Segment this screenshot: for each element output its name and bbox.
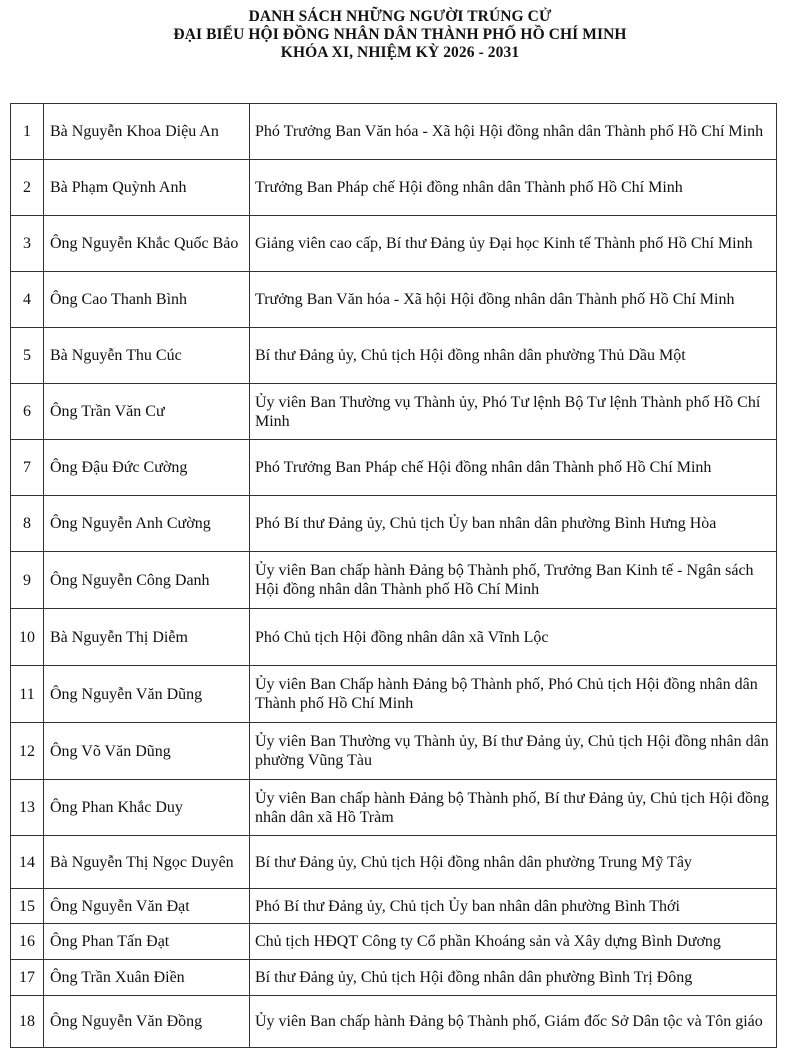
delegate-position: Phó Chủ tịch Hội đồng nhân dân xã Vĩnh Lộc <box>250 609 777 666</box>
table-row <box>11 440 777 496</box>
delegate-position: Ủy viên Ban chấp hành Đảng bộ Thành phố, Bí thư Đảng ủy, Chủ tịch Hội đồng nhân dân xã Hồ Tràm <box>250 780 777 836</box>
delegate-name: Ông Trần Văn Cư <box>44 384 250 440</box>
delegate-name: Ông Đậu Đức Cường <box>44 440 250 496</box>
table-row <box>11 609 777 666</box>
delegate-position: Phó Trưởng Ban Pháp chế Hội đồng nhân dân Thành phố Hồ Chí Minh <box>250 440 777 496</box>
table-row <box>11 328 777 384</box>
table-row <box>11 924 777 960</box>
delegate-name: Ông Nguyễn Văn Đạt <box>44 889 250 924</box>
row-number: 11 <box>11 666 44 723</box>
row-number: 9 <box>11 552 44 609</box>
delegate-name: Ông Nguyễn Văn Đồng <box>44 996 250 1048</box>
delegates-table <box>10 103 777 1048</box>
row-number: 4 <box>11 272 44 328</box>
delegate-name: Bà Phạm Quỳnh Anh <box>44 160 250 216</box>
table-row <box>11 666 777 723</box>
row-number: 18 <box>11 996 44 1048</box>
row-number: 6 <box>11 384 44 440</box>
document-title: DANH SÁCH NHỮNG NGƯỜI TRÚNG CỬ <box>248 8 552 25</box>
delegate-position: Ủy viên Ban Thường vụ Thành ủy, Phó Tư lệnh Bộ Tư lệnh Thành phố Hồ Chí Minh <box>250 384 777 440</box>
delegate-name: Bà Nguyễn Thu Cúc <box>44 328 250 384</box>
document-header <box>0 8 800 62</box>
row-number: 12 <box>11 723 44 780</box>
table-row <box>11 104 777 160</box>
delegate-name: Ông Trần Xuân Điền <box>44 960 250 996</box>
delegate-position: Ủy viên Ban chấp hành Đảng bộ Thành phố, Giám đốc Sở Dân tộc và Tôn giáo <box>250 996 777 1048</box>
row-number: 7 <box>11 440 44 496</box>
delegate-position: Chủ tịch HĐQT Công ty Cổ phần Khoáng sản và Xây dựng Bình Dương <box>250 924 777 960</box>
row-number: 2 <box>11 160 44 216</box>
delegate-name: Ông Phan Tấn Đạt <box>44 924 250 960</box>
delegates-table-body <box>11 104 777 1048</box>
row-number: 15 <box>11 889 44 924</box>
table-row <box>11 723 777 780</box>
delegate-name: Ông Nguyễn Anh Cường <box>44 496 250 552</box>
delegate-name: Ông Nguyễn Văn Dũng <box>44 666 250 723</box>
delegate-name: Ông Nguyễn Khắc Quốc Bảo <box>44 216 250 272</box>
delegate-name: Ông Phan Khắc Duy <box>44 780 250 836</box>
row-number: 10 <box>11 609 44 666</box>
document-term: KHÓA XI, NHIỆM KỲ 2026 - 2031 <box>280 44 520 61</box>
row-number: 3 <box>11 216 44 272</box>
delegate-position: Ủy viên Ban chấp hành Đảng bộ Thành phố, Trưởng Ban Kinh tế - Ngân sách Hội đồng nhân dân Thành phố Hồ Chí Minh <box>250 552 777 609</box>
row-number: 1 <box>11 104 44 160</box>
table-row <box>11 272 777 328</box>
document-subtitle: ĐẠI BIỂU HỘI ĐỒNG NHÂN DÂN THÀNH PHỐ HỒ CHÍ MINH <box>173 26 627 43</box>
delegate-position: Giảng viên cao cấp, Bí thư Đảng ủy Đại học Kinh tế Thành phố Hồ Chí Minh <box>250 216 777 272</box>
delegate-position: Trưởng Ban Văn hóa - Xã hội Hội đồng nhân dân Thành phố Hồ Chí Minh <box>250 272 777 328</box>
delegate-position: Bí thư Đảng ủy, Chủ tịch Hội đồng nhân dân phường Thủ Dầu Một <box>250 328 777 384</box>
row-number: 16 <box>11 924 44 960</box>
delegate-name: Ông Võ Văn Dũng <box>44 723 250 780</box>
table-row <box>11 836 777 889</box>
delegate-position: Bí thư Đảng ủy, Chủ tịch Hội đồng nhân dân phường Trung Mỹ Tây <box>250 836 777 889</box>
delegate-position: Ủy viên Ban Thường vụ Thành ủy, Bí thư Đảng ủy, Chủ tịch Hội đồng nhân dân phường Vũng Tàu <box>250 723 777 780</box>
table-row <box>11 996 777 1048</box>
row-number: 13 <box>11 780 44 836</box>
delegate-name: Ông Nguyễn Công Danh <box>44 552 250 609</box>
row-number: 8 <box>11 496 44 552</box>
table-row <box>11 160 777 216</box>
delegate-position: Phó Bí thư Đảng ủy, Chủ tịch Ủy ban nhân dân phường Bình Hưng Hòa <box>250 496 777 552</box>
delegate-name: Bà Nguyễn Thị Ngọc Duyên <box>44 836 250 889</box>
table-row <box>11 960 777 996</box>
table-row <box>11 496 777 552</box>
delegate-name: Bà Nguyễn Thị Diễm <box>44 609 250 666</box>
delegate-position: Trưởng Ban Pháp chế Hội đồng nhân dân Thành phố Hồ Chí Minh <box>250 160 777 216</box>
table-row <box>11 889 777 924</box>
row-number: 14 <box>11 836 44 889</box>
delegate-position: Ủy viên Ban Chấp hành Đảng bộ Thành phố, Phó Chủ tịch Hội đồng nhân dân Thành phố Hồ Chí Minh <box>250 666 777 723</box>
delegate-position: Phó Bí thư Đảng ủy, Chủ tịch Ủy ban nhân dân phường Bình Thới <box>250 889 777 924</box>
delegate-position: Bí thư Đảng ủy, Chủ tịch Hội đồng nhân dân phường Bình Trị Đông <box>250 960 777 996</box>
table-row <box>11 216 777 272</box>
delegate-name: Bà Nguyễn Khoa Diệu An <box>44 104 250 160</box>
table-row <box>11 780 777 836</box>
table-row <box>11 552 777 609</box>
delegate-name: Ông Cao Thanh Bình <box>44 272 250 328</box>
row-number: 17 <box>11 960 44 996</box>
delegate-position: Phó Trưởng Ban Văn hóa - Xã hội Hội đồng nhân dân Thành phố Hồ Chí Minh <box>250 104 777 160</box>
row-number: 5 <box>11 328 44 384</box>
table-row <box>11 384 777 440</box>
